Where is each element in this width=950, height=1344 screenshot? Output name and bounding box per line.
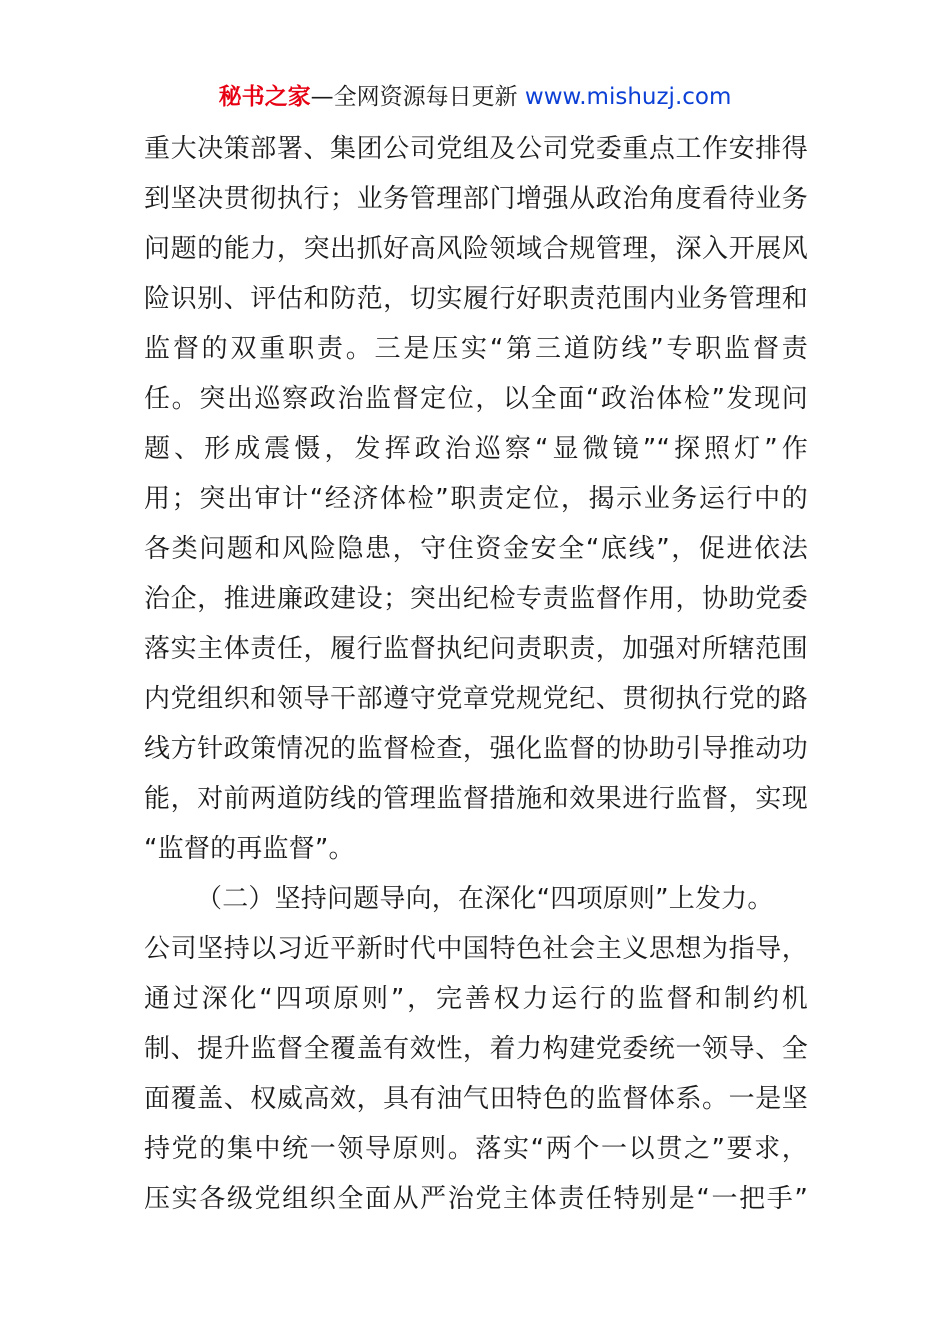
text-line: 重大决策部署、集团公司党组及公司党委重点工作安排得	[144, 134, 808, 164]
text-line: 制、提升监督全覆盖有效性，着力构建党委统一领导、全	[144, 1034, 808, 1064]
text-line: 通过深化“四项原则”，完善权力运行的监督和制约机	[144, 984, 808, 1014]
text-line: 各类问题和风险隐患，守住资金安全“底线”，促进依法	[144, 534, 808, 564]
site-url[interactable]: www.mishuzj.com	[524, 84, 732, 110]
text-line: 内党组织和领导干部遵守党章党规党纪、贯彻执行党的路	[144, 684, 808, 714]
text-line: 治企，推进廉政建设；突出纪检专责监督作用，协助党委	[144, 584, 808, 614]
site-header	[0, 80, 950, 114]
text-line: “监督的再监督”。	[144, 834, 355, 864]
text-line: 到坚决贯彻执行；业务管理部门增强从政治角度看待业务	[144, 184, 808, 214]
text-line: 能，对前两道防线的管理监督措施和效果进行监督，实现	[144, 784, 808, 814]
text-line: 持党的集中统一领导原则。落实“两个一以贯之”要求，	[144, 1134, 808, 1164]
header-tagline: —全网资源每日更新	[310, 84, 525, 110]
text-line: 任。突出巡察政治监督定位，以全面“政治体检”发现问	[144, 384, 808, 414]
text-line: 用；突出审计“经济体检”职责定位，揭示业务运行中的	[144, 484, 808, 514]
text-line: 问题的能力，突出抓好高风险领域合规管理，深入开展风	[144, 234, 808, 264]
text-line: 险识别、评估和防范，切实履行好职责范围内业务管理和	[144, 284, 808, 314]
section-heading: （二）坚持问题导向，在深化“四项原则”上发力。	[196, 884, 774, 914]
brand-name: 秘书之家	[218, 84, 311, 110]
text-line: 线方针政策情况的监督检查，强化监督的协助引导推动功	[144, 734, 808, 764]
text-line: 监督的双重职责。三是压实“第三道防线”专职监督责	[144, 334, 808, 364]
text-line: 压实各级党组织全面从严治党主体责任特别是“一把手”	[144, 1184, 808, 1214]
text-line: 题、形成震慑，发挥政治巡察“显微镜”“探照灯”作	[144, 434, 808, 464]
text-line: 落实主体责任，履行监督执纪问责职责，加强对所辖范围	[144, 634, 808, 664]
text-line: 公司坚持以习近平新时代中国特色社会主义思想为指导，	[144, 934, 808, 964]
text-line: 面覆盖、权威高效，具有油气田特色的监督体系。一是坚	[144, 1084, 808, 1114]
